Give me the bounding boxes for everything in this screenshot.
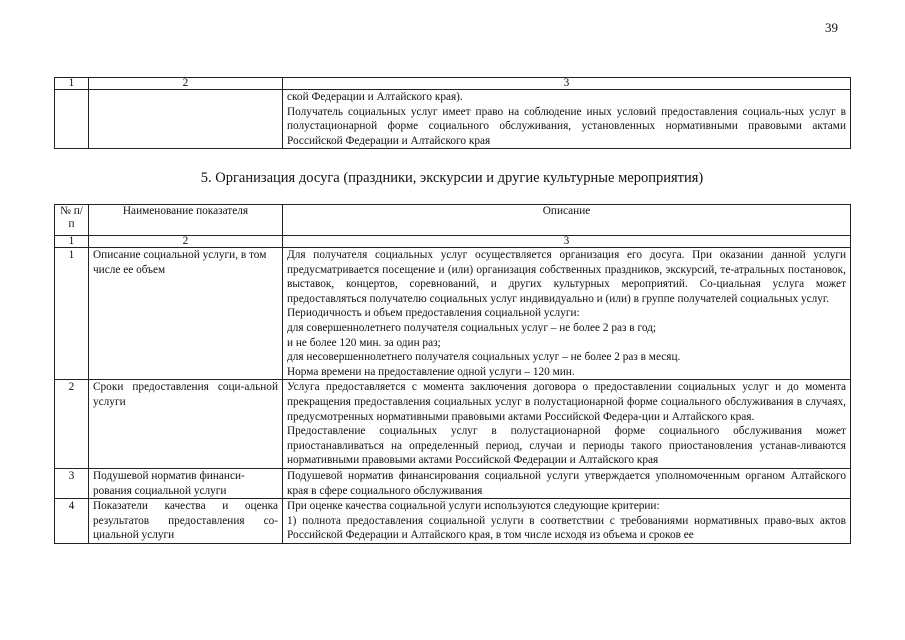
table-row — [55, 90, 851, 149]
num-cell: 1 — [55, 248, 89, 380]
index-cell: 1 — [55, 236, 89, 248]
header-indicator-name: Наименование показателя — [89, 205, 283, 236]
section-title: 5. Организация досуга (праздники, экскурсии и другие культурные мероприятия) — [200, 170, 704, 186]
description-paragraph: При оценке качества социальной услуги используются следующие критерии: — [287, 500, 660, 513]
name-cell: Показатели качества и оценка результатов предоставления со-циальной услуги — [89, 499, 283, 544]
name-cell: Описание социальной услуги, в том числе ее объем — [89, 248, 283, 380]
description-paragraph: 1) полнота предоставления социальной услуги в соответствии с требованиями нормативных право-вых актов Российской Федерации и Алтайского края, в том числе исходя из объема и сроков ее — [287, 514, 846, 542]
table-row — [55, 499, 851, 544]
num-cell: 4 — [55, 499, 89, 544]
description-paragraph: Норма времени на предоставление одной услуги – 120 мин. — [287, 365, 575, 378]
description-paragraph: для совершеннолетнего получателя социальных услуг – не более 2 раз в год; — [287, 321, 657, 334]
header-number: № п/п — [55, 205, 89, 236]
description-paragraph: Подушевой норматив финансирования социальной услуги утверждается уполномоченным органом Алтайского края в сфере социального обслуживания — [287, 469, 846, 497]
description-cell — [283, 380, 851, 469]
name-cell — [89, 90, 283, 149]
index-cell: 3 — [283, 78, 851, 90]
services-table — [54, 204, 851, 544]
table-index-row — [55, 78, 851, 90]
table-row — [55, 380, 851, 469]
table-index-row — [55, 236, 851, 248]
description-cell — [283, 248, 851, 380]
table-row — [55, 468, 851, 498]
index-cell: 2 — [89, 78, 283, 90]
description-cell — [283, 499, 851, 544]
continuation-table — [54, 77, 851, 149]
num-cell: 3 — [55, 468, 89, 498]
description-paragraph: ской Федерации и Алтайского края). — [287, 91, 463, 103]
description-cell — [283, 468, 851, 498]
table-header-row — [55, 205, 851, 236]
description-paragraph: Получатель социальных услуг имеет право на соблюдение иных условий предоставления социаль-ных услуг в полустационарной форме социального обслуживания, установленных нормативными правовыми актами Российской Федерации и Алтайского края — [287, 105, 846, 147]
name-cell: Сроки предоставления соци-альной услуги — [89, 380, 283, 469]
name-cell: Подушевой норматив финанси-рования социальной услуги — [89, 468, 283, 498]
description-paragraph: Предоставление социальных услуг в полустационарной форме социального обслуживания может приостанавливаться на определенный период, случаи и периоды такого приостановления устанав-ливаются нормативными правовыми актами Российской Федерации и Алтайского края — [287, 425, 846, 467]
description-cell — [283, 90, 851, 149]
description-paragraph: Услуга предоставляется с момента заключения договора о предоставлении социальных услуг и до момента прекращения предоставления социальных услуг в полустационарной форме социального обслуживания в случаях, предусмотренных нормативными правовыми актами Российской Федера-ции и Алтайского края. — [287, 381, 846, 423]
description-paragraph: Периодичность и объем предоставления социальной услуги: — [287, 307, 580, 320]
header-description: Описание — [283, 205, 851, 236]
index-cell: 1 — [55, 78, 89, 90]
num-cell — [55, 90, 89, 149]
description-paragraph: Для получателя социальных услуг осуществляется организация его досуга. При оказании данной услуги предусматривается посещение и (или) организация собственных праздников, экскурсий, те-атральных постановок, выставок, концертов, соревнований, и других культурных мероприятий. Со-циальная услуга может предоставляться получателю социальных услуг индивидуально и (или) в группе получателей социальных услуг. — [287, 249, 846, 305]
index-cell: 2 — [89, 236, 283, 248]
page-number: 39 — [825, 20, 838, 35]
description-paragraph: для несовершеннолетнего получателя социальных услуг – не более 2 раз в месяц. — [287, 351, 681, 364]
num-cell: 2 — [55, 380, 89, 469]
table-row — [55, 248, 851, 380]
description-paragraph: и не более 120 мин. за один раз; — [287, 336, 441, 349]
index-cell: 3 — [283, 236, 851, 248]
